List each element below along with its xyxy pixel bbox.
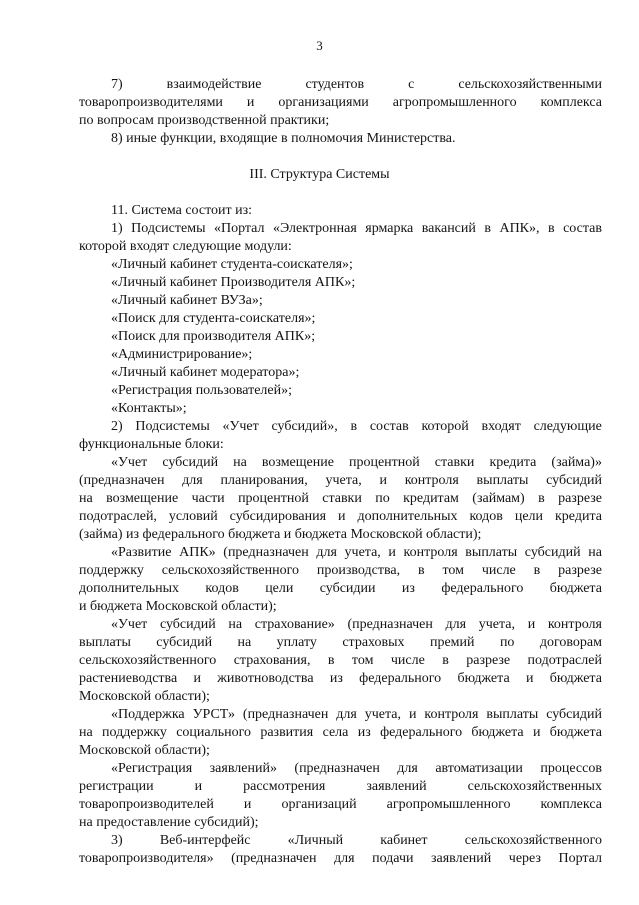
text-line: 1) Подсистемы «Портал «Электронная ярмарка вакансий в АПК», в состав <box>111 221 602 236</box>
text-line: дополнительных кодов цели субсидии из федерального бюджета <box>79 581 602 596</box>
text-line: «Контакты»; <box>111 401 187 416</box>
text-line: выплаты субсидий на уплату страховых премий по договорам <box>79 635 602 650</box>
text-line: «Личный кабинет ВУЗа»; <box>111 293 263 308</box>
text-line: на предоставление субсидий); <box>79 815 259 830</box>
text-line: (займа) из федерального бюджета и бюджета Московской области); <box>79 527 482 542</box>
text-line: (предназначен для планирования, учета, и контроля выплаты субсидий <box>79 473 602 488</box>
text-line: «Развитие АПК» (предназначен для учета, и контроля выплаты субсидий на <box>111 545 602 560</box>
text-line: товаропроизводителя» (предназначен для подачи заявлений через Портал <box>79 851 602 866</box>
page-number: 3 <box>316 38 323 53</box>
text-line: Московской области); <box>79 689 210 704</box>
text-line: на возмещение части процентной ставки по кредитам (займам) в разрезе <box>79 491 602 506</box>
text-line: растениеводства и животноводства из федерального бюджета и бюджета <box>79 671 602 686</box>
text-line: товаропроизводителями и организациями агропромышленного комплекса <box>79 95 602 110</box>
text-line: «Поиск для производителя АПК»; <box>111 329 316 344</box>
text-line: «Поддержка УРСТ» (предназначен для учета, и контроля выплаты субсидий <box>111 707 602 722</box>
text-line: «Учет субсидий на возмещение процентной ставки кредита (займа)» <box>111 455 602 470</box>
text-line: 3) Веб-интерфейс «Личный кабинет сельскохозяйственного <box>111 833 602 848</box>
text-line: «Поиск для студента-соискателя»; <box>111 311 316 326</box>
text-line: III. Структура Системы <box>249 167 390 182</box>
text-line: 8) иные функции, входящие в полномочия Министерства. <box>111 131 456 146</box>
text-line: на поддержку социального развития села из федерального бюджета и бюджета <box>79 725 602 740</box>
text-line: «Регистрация заявлений» (предназначен для автоматизации процессов <box>111 761 602 776</box>
text-line: «Личный кабинет Производителя АПК»; <box>111 275 356 290</box>
text-line: «Администрирование»; <box>111 347 253 362</box>
text-line: регистрации и рассмотрения заявлений сельскохозяйственных <box>79 779 602 794</box>
text-line: товаропроизводителей и организаций агропромышленного комплекса <box>79 797 602 812</box>
text-line: подотраслей, условий субсидирования и дополнительных кодов цели кредита <box>79 509 602 524</box>
text-line: «Регистрация пользователей»; <box>111 383 293 398</box>
text-line: функциональные блоки: <box>79 437 224 452</box>
text-line: «Учет субсидий на страхование» (предназначен для учета, и контроля <box>111 617 602 632</box>
text-line: «Личный кабинет студента-соискателя»; <box>111 257 353 272</box>
text-line: 7) взаимодействие студентов с сельскохозяйственными <box>111 77 602 92</box>
text-line: сельскохозяйственного страхования, в том числе в разрезе подотраслей <box>79 653 602 668</box>
text-line: поддержку сельскохозяйственного производства, в том числе в разрезе <box>79 563 602 578</box>
text-line: и бюджета Московской области); <box>79 599 277 614</box>
text-line: «Личный кабинет модератора»; <box>111 365 300 380</box>
text-line: 11. Система состоит из: <box>111 203 253 218</box>
text-line: которой входят следующие модули: <box>79 239 292 254</box>
text-line: по вопросам производственной практики; <box>79 113 330 128</box>
text-line: 2) Подсистемы «Учет субсидий», в состав которой входят следующие <box>111 419 602 434</box>
text-line: Московской области); <box>79 743 210 758</box>
